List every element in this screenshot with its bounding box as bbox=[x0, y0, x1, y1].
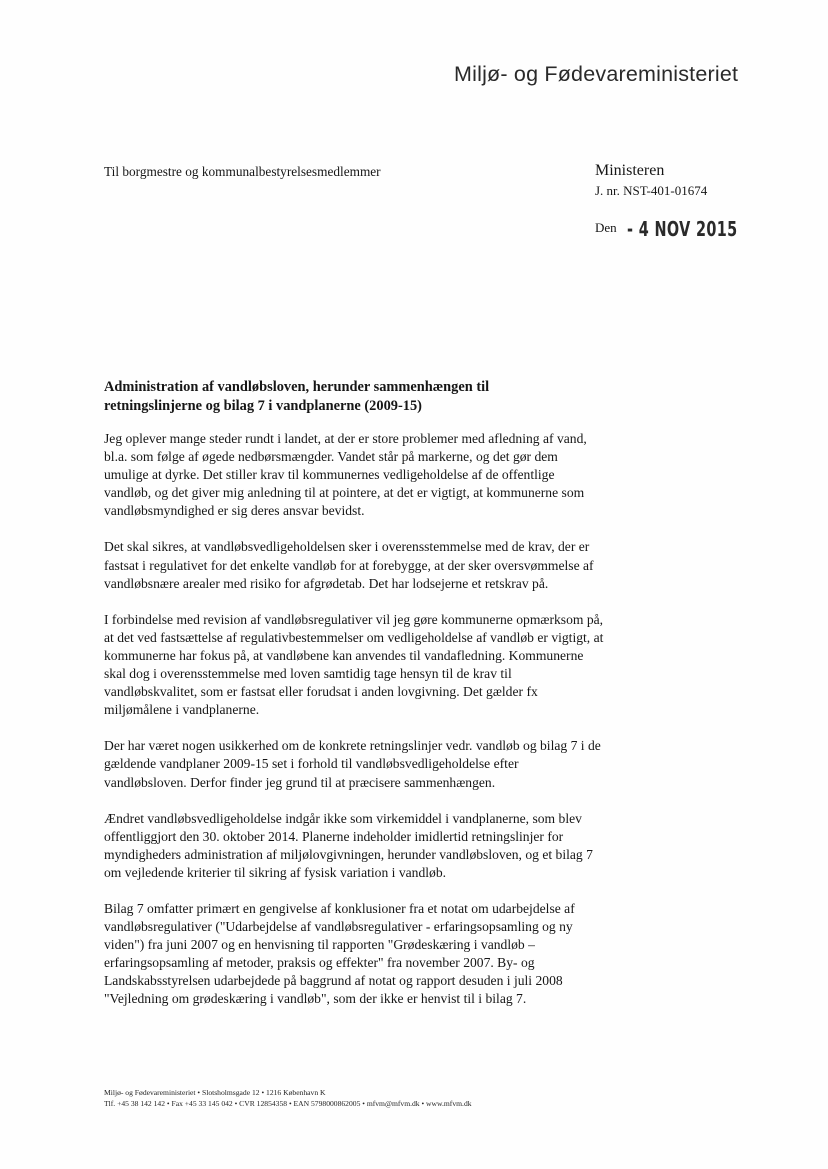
date-label: Den bbox=[595, 220, 617, 235]
letter-subject: Administration af vandløbsloven, herunder sammenhængen til retningslinjerne og bilag 7 i vandplanerne (2009-15) bbox=[104, 379, 490, 414]
sender-block bbox=[595, 162, 707, 199]
date-line bbox=[595, 217, 780, 241]
body-paragraph: Der har været nogen usikkerhed om de konkrete retningslinjer vedr. vandløb og bilag 7 i de gældende vandplaner 2009-15 set i forhold til vandløbsvedligeholdelse efter vandløbsloven. Derfor finder jeg grund til at præcisere sammenhængen. bbox=[104, 738, 601, 790]
ministry-logo: Miljø- og Fødevareministeriet bbox=[454, 62, 739, 86]
letter-footer bbox=[104, 1087, 472, 1109]
journal-number: J. nr. NST-401-01674 bbox=[595, 183, 708, 198]
body-paragraph: Det skal sikres, at vandløbsvedligeholdelsen sker i overensstemmelse med de krav, der er fastsat i regulativet for det enkelte vandløb for at forebygge, at der sker oversvømmelse af vandløbsnære arealer med risiko for afgrødetab. Det har lodsejerne et retskrav på. bbox=[104, 539, 594, 591]
body-paragraph: I forbindelse med revision af vandløbsregulativer vil jeg gøre kommunerne opmærksom på, at det ved fastsættelse af regulativbestemmelser om vedligeholdelse af vandløb er vigtigt, at kommunerne har fokus på, at vandløbene kan anvendes til vandafledning. Kommunerne skal dog i overensstemmelse med loven samtidig tage hensyn til de krav til vandløbskvalitet, som er fastsat eller forudsat i anden lovgivning. Det gælder fx miljømålene i vandplanerne. bbox=[104, 611, 604, 718]
letter-body bbox=[104, 430, 604, 1027]
body-paragraph: Ændret vandløbsvedligeholdelse indgår ikke som virkemiddel i vandplanerne, som blev offentliggjort den 30. oktober 2014. Planerne indeholder imidlertid retningslinjer for myndigheders administration af miljølovgivningen, herunder vandløbsloven, og et bilag 7 om vejledende kriterier til sikring af fysisk variation i vandløb. bbox=[104, 810, 593, 880]
sender-title: Ministeren bbox=[595, 162, 665, 179]
recipient-line: Til borgmestre og kommunalbestyrelsesmedlemmer bbox=[104, 164, 381, 179]
body-paragraph: Bilag 7 omfatter primært en gengivelse af konklusioner fra et notat om udarbejdelse af vandløbsregulativer ("Udarbejdelse af vandløbsregulativer - erfaringsopsamling og ny viden") fra juni 2007 og en henvisning til rapporten "Grødeskæring i vandløb – erfaringsopsamling af metoder, praksis og effekter" fra november 2007. By- og Landskabsstyrelsen udarbejdede på baggrund af notat og rapport desuden i juli 2008 "Vejledning om grødeskæring i vandløb", som der ikke er henvist til i bilag 7. bbox=[104, 900, 575, 1007]
body-paragraph: Jeg oplever mange steder rundt i landet, at der er store problemer med afledning af vand, bl.a. som følge af øgede nedbørsmængder. Vandet står på markerne, og det gør dem umulige at dyrke. Det stiller krav til kommunernes vedligeholdelse af de offentlige vandløb, og det giver mig anledning til at pointere, at det er vigtigt, at kommunerne som vandløbsmyndighed er sig deres ansvar bevidst. bbox=[104, 431, 587, 519]
footer-address: Miljø- og Fødevareministeriet • Slotsholmsgade 12 • 1216 København K bbox=[104, 1088, 326, 1097]
date-stamp: - 4 NOV 2015 bbox=[626, 217, 738, 241]
footer-contact: Tlf. +45 38 142 142 • Fax +45 33 145 042 • CVR 12854358 • EAN 5798000862005 • mfvm@mfvm.dk • www.mfvm.dk bbox=[104, 1099, 472, 1108]
